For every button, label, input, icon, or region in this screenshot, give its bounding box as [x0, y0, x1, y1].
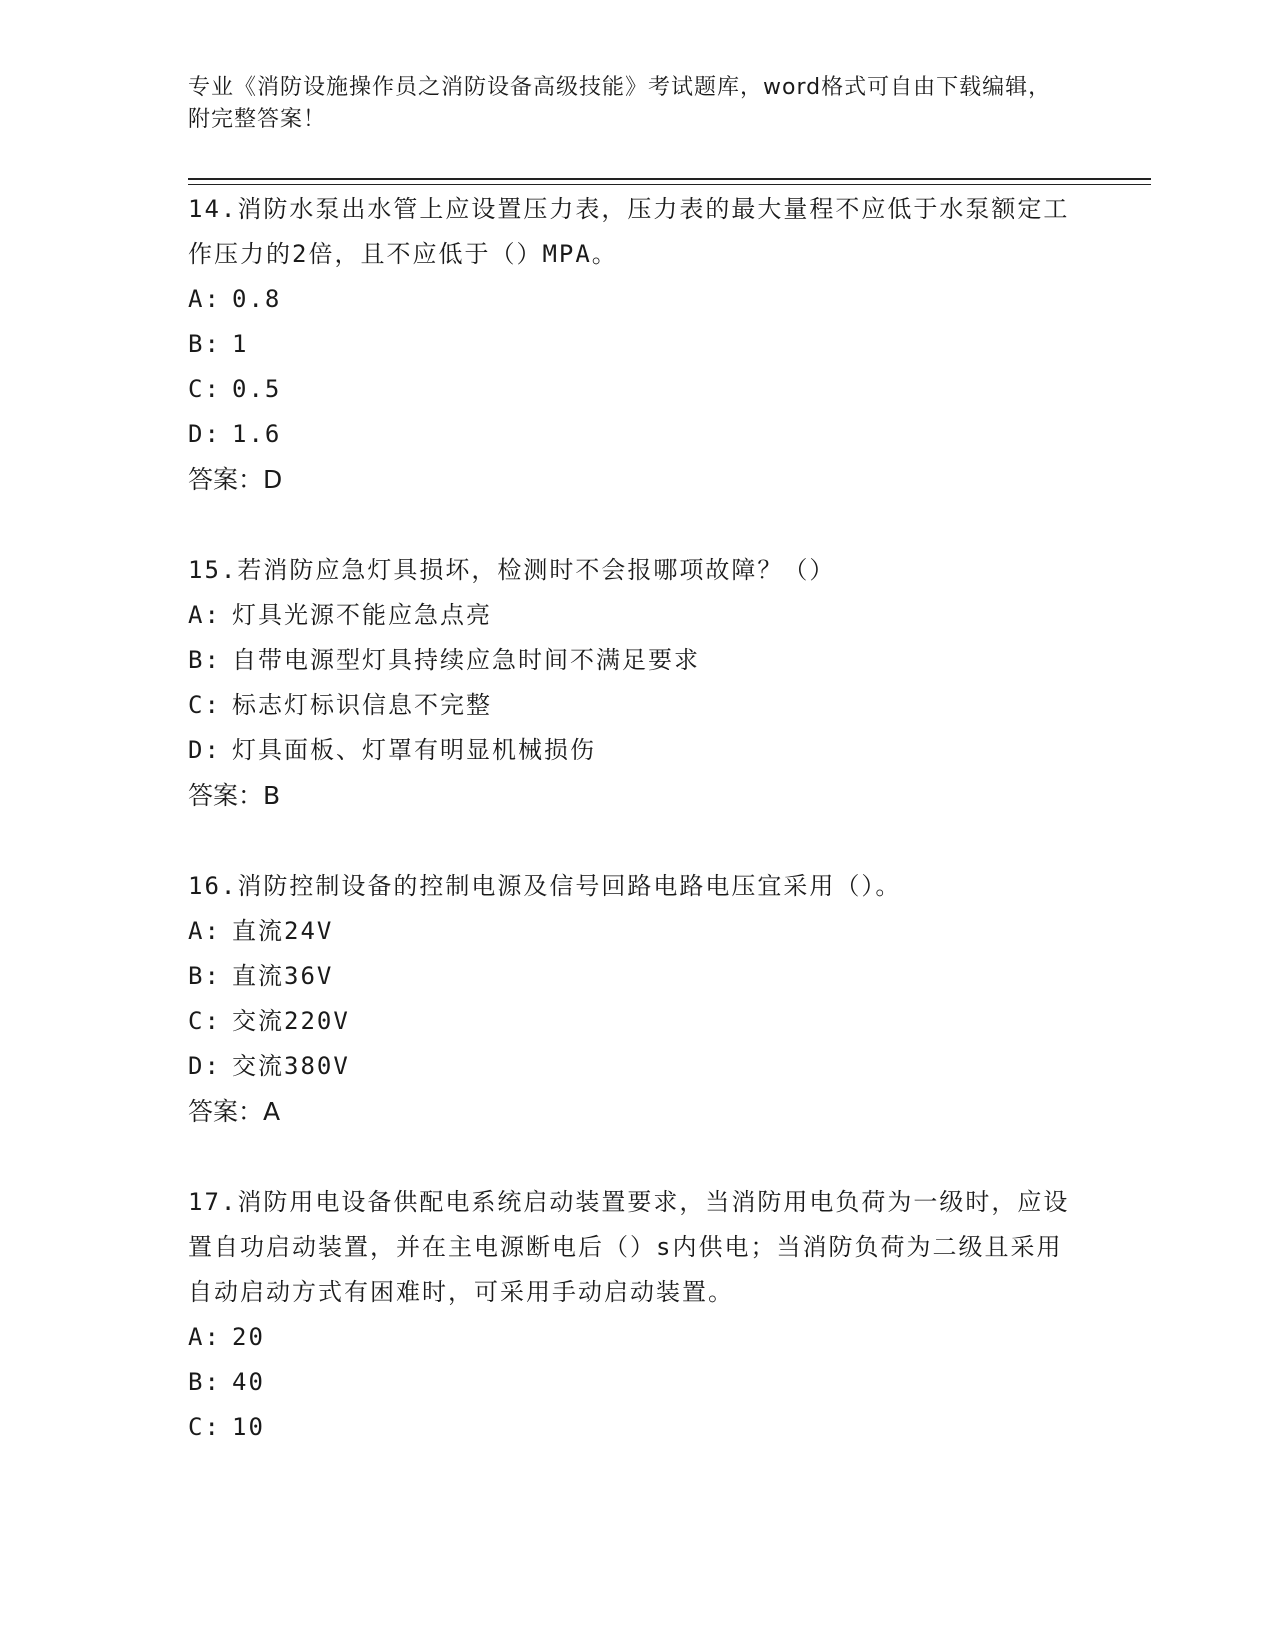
answer-line: 答案：D [188, 465, 283, 494]
option-c [188, 683, 1088, 728]
question-list [188, 187, 1088, 1496]
option-text: 标志灯标识信息不完整 [232, 691, 492, 719]
option-letter: D: [188, 1052, 221, 1080]
option-c [188, 1405, 1088, 1450]
option-letter: A: [188, 917, 221, 945]
option-c [188, 367, 1088, 412]
question-15 [188, 548, 1088, 818]
option-text: 交流380V [232, 1052, 350, 1080]
option-text: 直流24V [232, 917, 334, 945]
option-text: 直流36V [232, 962, 334, 990]
option-b [188, 1360, 1088, 1405]
option-a [188, 277, 1088, 322]
option-text: 20 [232, 1323, 265, 1351]
answer-line: 答案：A [188, 1097, 281, 1126]
option-letter: B: [188, 330, 221, 358]
option-a [188, 909, 1088, 954]
option-d [188, 728, 1088, 773]
question-stem: 16.消防控制设备的控制电源及信号回路电路电压宜采用（）。 [188, 872, 902, 900]
question-16 [188, 864, 1088, 1134]
question-17 [188, 1180, 1088, 1450]
header-divider-thin [188, 184, 1151, 185]
option-text: 1.6 [232, 420, 282, 448]
option-letter: B: [188, 962, 221, 990]
option-letter: D: [188, 420, 221, 448]
option-text: 自带电源型灯具持续应急时间不满足要求 [232, 646, 700, 674]
option-letter: B: [188, 646, 221, 674]
option-text: 灯具面板、灯罩有明显机械损伤 [232, 736, 596, 764]
option-text: 0.8 [232, 285, 282, 313]
question-14 [188, 187, 1088, 502]
option-text: 灯具光源不能应急点亮 [232, 601, 492, 629]
question-stem: 15.若消防应急灯具损坏，检测时不会报哪项故障？（） [188, 556, 836, 584]
option-text: 40 [232, 1368, 265, 1396]
option-letter: D: [188, 736, 221, 764]
option-d [188, 412, 1088, 457]
option-b [188, 322, 1088, 367]
option-a [188, 1315, 1088, 1360]
document-header: 专业《消防设施操作员之消防设备高级技能》考试题库，word格式可自由下载编辑，附完整答案！ [188, 75, 1052, 132]
option-letter: C: [188, 375, 221, 403]
option-text: 0.5 [232, 375, 282, 403]
option-text: 交流220V [232, 1007, 350, 1035]
option-letter: B: [188, 1368, 221, 1396]
option-text: 1 [232, 330, 249, 358]
option-letter: C: [188, 691, 221, 719]
header-divider-thick [188, 178, 1151, 180]
answer-line: 答案：B [188, 781, 281, 810]
option-b [188, 954, 1088, 999]
option-letter: C: [188, 1413, 221, 1441]
option-b [188, 638, 1088, 683]
option-d [188, 1044, 1088, 1089]
option-letter: A: [188, 285, 221, 313]
question-stem: 17.消防用电设备供配电系统启动装置要求，当消防用电负荷为一级时，应设置自功启动装置，并在主电源断电后（）s内供电；当消防负荷为二级且采用自动启动方式有困难时，可采用手动启动装置。 [188, 1188, 1070, 1306]
option-letter: A: [188, 1323, 221, 1351]
question-stem: 14.消防水泵出水管上应设置压力表，压力表的最大量程不应低于水泵额定工作压力的2倍，且不应低于（）MPA。 [188, 195, 1070, 268]
option-text: 10 [232, 1413, 265, 1441]
option-a [188, 593, 1088, 638]
option-letter: C: [188, 1007, 221, 1035]
option-c [188, 999, 1088, 1044]
option-letter: A: [188, 601, 221, 629]
